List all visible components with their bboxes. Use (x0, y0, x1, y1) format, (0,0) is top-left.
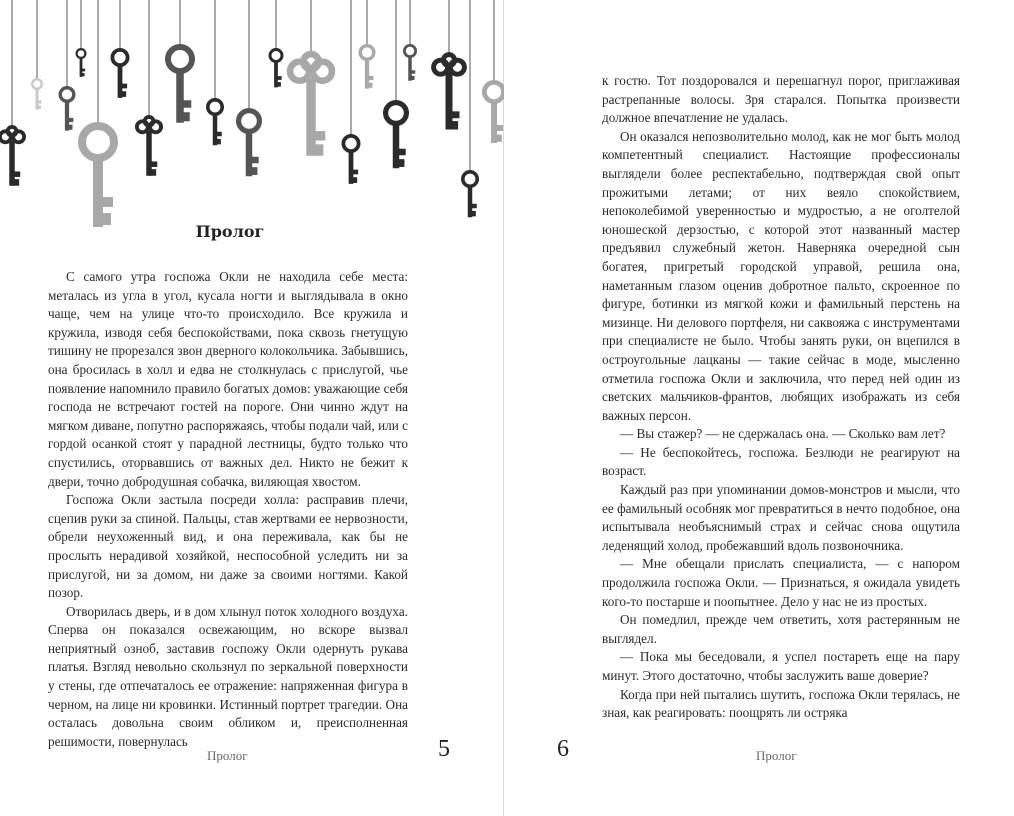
key-icon (343, 136, 358, 184)
page-number: 6 (557, 736, 569, 762)
key-icon (168, 47, 192, 122)
paragraph: — Вы стажер? — не сдержалась она. — Сколько вам лет? (620, 426, 946, 442)
key-icon (434, 55, 465, 129)
key-icon (208, 100, 222, 145)
paragraph: Он помедлил, прежде чем ответить, хотя растерянным не выглядел. (602, 612, 960, 646)
page-number: 5 (438, 736, 450, 762)
key-icon (290, 54, 332, 155)
hanging-keys-illustration (0, 0, 503, 230)
key-icon (112, 50, 127, 98)
right-page (504, 0, 1014, 816)
paragraph: Отворилась дверь, и в дом хлынул поток холодного воздуха. Сперва он показался освежающим, но вскоре вызвал неприятный озноб, заставив госпожу Окли одернуть рукава платья. Взгляд невольно скользнул по зеркальной поверхности у стены, где отпечаталось ее отражение: напряженная фигура в черном, на лице ни кровинки. Истинный портрет трагедии. Она осталась довольна своим обликом и, преисполненная решимости, повернулась (48, 603, 408, 749)
paragraph: Госпожа Окли застыла посреди холла: расправив плечи, сцепив руки за спиной. Пальцы, став жертвами ее нервозности, обрели неухоженный вид, и она переживала, как бы не прослыть нерадивой хозяйкой, неспособной уследить ни за прислугой, ни за домом, ни даже за своими ногтями. Какой позор. (48, 492, 408, 601)
key-icon (60, 88, 74, 131)
paragraph: Когда при ней пытались шутить, госпожа Окли терялась, не зная, как реагировать: поощрять ли остряка (602, 686, 960, 721)
key-icon (386, 103, 407, 168)
key-icon (484, 82, 503, 142)
key-icon (404, 45, 415, 80)
paragraph: — Мне обещали прислать специалиста, — с напором продолжила госпожа Окли. — Признаться, я ожидала увидеть кого-то постарше и поопытнее. Дело у нас не из простых. (602, 556, 960, 609)
key-icon (32, 79, 42, 109)
chapter-title: Пролог (195, 222, 265, 241)
key-icon (360, 46, 374, 89)
running-footer: Пролог (756, 748, 797, 763)
key-icon (463, 172, 477, 217)
left-page (0, 0, 504, 816)
key-icon (270, 50, 282, 88)
paragraph: Каждый раз при упоминании домов-монстров и мысли, что ее фамильный особняк мог превратиться в нечто подобное, она испытывала необъяснимый страх и сейчас снова ощутила леденящий холод, пробежавший вдоль позвоночника. (602, 482, 960, 553)
paragraph: — Пока мы беседовали, я успел постареть еще на пару минут. Этого достаточно, чтобы заслужить ваше доверие? (602, 649, 960, 683)
left-page-body (48, 268, 408, 749)
paragraph: — Не беспокойтесь, госпожа. Безлюди не реагируют на возраст. (602, 444, 960, 479)
paragraph: к гостю. Тот поздоровался и перешагнул порог, приглаживая растрепанные волосы. Зря старался. Попытка произвести должное впечатление не удалась. (602, 73, 960, 126)
key-icon (82, 126, 114, 226)
key-icon (239, 111, 260, 176)
key-icon (77, 49, 86, 77)
right-page-body (602, 72, 960, 724)
key-icon (137, 117, 161, 175)
key-icon (0, 127, 24, 185)
paragraph: Он оказался непозволительно молод, как не мог быть молод компетентный специалист. Настоящие профессионалы выглядели более респектабельно, подтверждая свой опыт прожитыми летами; от них веяло спокойствием, непоколебимой уверенностью и мудростью, а не оголтелой юношеской дерзостью, с которой этот названный мастер предъявил служебный жетон. Наверняка очередной сын богатея, пригретый городской управой, решила она, наметанным глазом оценив добротное пальто, скроенное по фигуре, ботинки из мягкой кожи и фамильный перстень на мизинце. Ни делового портфеля, ни саквояжа с инструментами при специалисте не было. Чтобы занять руки, он вцепился в остроугольные лацканы — такие сейчас в моде, мысленно отметила госпожа Окли и заключила, что перед ней один из светских мальчиков-франтов, любящих изображать из себя важных персон. (602, 128, 960, 423)
running-footer: Пролог (207, 748, 248, 763)
paragraph: С самого утра госпожа Окли не находила себе места: металась из угла в угол, кусала ногти и выглядывала в окно чаще, чем на улице что-то происходило. Все кружила и кружила, изводя себя беспокойствами, пока сквозь гнетущую тишину не прорезался звон дверного колокольчика. Забывшись, она бросилась в холл и едва не столкнулась с прислугой, чье появление напомнило правило богатых домов: уважающие себя господа не встречают гостей на пороге. Они чинно ждут на мягком диване, попутно распоряжаясь, чтобы подали чай, или с гордой осанкой стоят у парадной лестницы, будто только что спустились, оторвавшись от важных дел. Никто не бежит к двери, точно добродушная собачка, виляющая хвостом. (48, 269, 408, 489)
